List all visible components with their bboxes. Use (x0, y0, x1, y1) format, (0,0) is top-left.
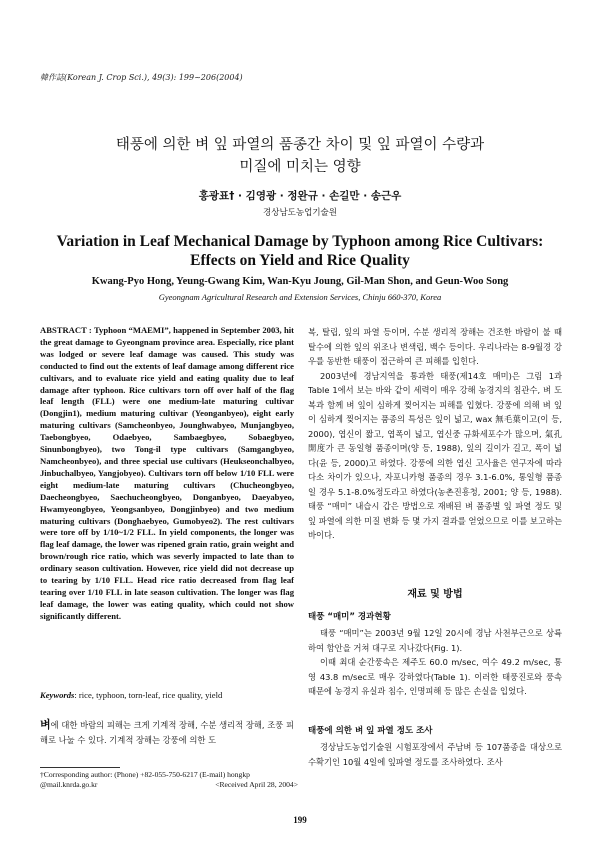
footnote-line-1: †Corresponding author: (Phone) +82-055-750-6217 (E-mail) hongkp (40, 770, 250, 779)
introduction-left (40, 718, 294, 747)
journal-reference: 韓作誌(Korean J. Crop Sci.), 49(3): 199~206(2004) (40, 73, 243, 82)
korean-title-line-1: 태풍에 의한 벼 잎 파열의 품종간 차이 및 잎 파열이 수량과 (115, 137, 485, 153)
english-affiliation: Gyeongnam Agricultural Research and Extension Services, Chinju 660-370, Korea (158, 292, 442, 302)
footnote-email-tail: @mail.knrda.go.kr (40, 780, 98, 789)
korean-affiliation: 경상남도농업기술원 (263, 208, 337, 218)
introduction-dropcap: 벼 (40, 718, 51, 731)
english-title-line-2: Effects on Yield and Rice Quality (190, 252, 410, 269)
introduction-right (308, 325, 562, 543)
keywords-label: Keywords (40, 690, 75, 700)
korean-authors: 홍광표† · 김영광 · 정완규 · 손길만 · 송근우 (198, 190, 402, 202)
subsection-heading-leaf-damage: 태풍에 의한 벼 잎 파열 정도 조사 (308, 726, 433, 736)
footnote (40, 770, 298, 790)
korean-title-line-2: 미질에 미치는 영향 (239, 159, 361, 175)
english-authors: Kwang-Pyo Hong, Yeung-Gwang Kim, Wan-Kyu Joung, Gil-Man Shon, and Geun-Woo Song (91, 276, 509, 287)
intro-paragraph-1: 복, 탈립, 잎의 파열 등이며, 수분 생리적 장해는 건조한 바람이 불 때 탈수에 의한 잎의 위조나 변색립, 백수 등이다. 우리나라는 8-9월경 강우를 동반한 태풍이 접근하여 큰 피해를 입힌다. (308, 327, 562, 366)
typhoon-description (308, 626, 562, 699)
typhoon-paragraph-2: 이때 최대 순간풍속은 제주도 60.0 m/sec, 여수 49.2 m/sec, 통영 43.8 m/sec로 매우 강하였다(Table 1). 이러한 태풍진로와 풍속 때문에 농경지 유실과 침수, 인명피해 등 많은 손실을 입었다. (308, 657, 562, 696)
subsection-heading-typhoon: 태풍 “매미” 경과현황 (308, 612, 391, 622)
leaf-damage-paragraph: 경상남도농업기술원 시험포장에서 주남벼 등 107품종을 대상으로 수확기인 10월 4일에 잎파열 정도를 조사하였다. 조사 (308, 742, 562, 767)
keywords-text: : rice, typhoon, torn-leaf, rice quality, yield (74, 690, 223, 700)
page-number: 199 (293, 815, 307, 825)
english-title-line-1: Variation in Leaf Mechanical Damage by Typhoon among Rice Cultivars: (56, 233, 544, 250)
leaf-damage-description (308, 740, 562, 769)
abstract-label: ABSTRACT : (40, 325, 92, 335)
introduction-left-text: 에 대한 바람의 피해는 크게 기계적 장해, 수분 생리적 장해, 조풍 피해로 나눌 수 있다. 기계적 장해는 강풍에 의한 도 (40, 720, 294, 745)
footnote-line-2 (40, 780, 298, 790)
typhoon-paragraph-1: 태풍 “매미”는 2003년 9월 12일 20시에 경남 사천부근으로 상륙하여 함안을 거쳐 대구로 지나갔다(Fig. 1). (308, 628, 562, 653)
section-heading-materials-methods: 재료 및 방법 (407, 589, 463, 600)
footnote-received: <Received April 28, 2004> (215, 780, 298, 789)
keywords (40, 690, 294, 700)
intro-paragraph-2: 2003년에 경남지역을 통과한 태풍(제14호 매미)은 그림 1과 Table 1에서 보는 바와 같이 세력이 매우 강해 농경지의 침관수, 벼 도복과 함께 벼 잎이 심하게 찢어지는 피해를 입혔다. 강풍에 의해 벼 잎이 심하게 찢어지는 품종의 특성은 잎이 넓고, wax 無毛葉이고(이 등, 2000), 엽신이 짧고, 엽폭이 넓고, 엽신중 규화세포수가 많으며, 氣孔開度가 큰 동일형 품종이며(양 등, 1988), 잎의 길이가 길고, 폭이 넓다(윤 등, 2000)고 하였다. 강풍에 의한 엽신 고사율은 연구자에 따라 다소 차이가 있으나, 자포니카형 품종의 경우 3.1-6.0%, 통일형 품종일 경우 5.1-8.0%정도라고 하였다(농촌진흥청, 2001; 양 등, 1988). 태풍 “매미” 내습시 갑은 방법으로 재배된 벼 품종별 잎 파열 정도 및 잎 파열에 의한 미질 변화 등 몇 가지 결과를 얻었으므로 이를 보고하는 바이다. (308, 370, 562, 540)
footnote-rule (40, 767, 120, 768)
abstract-text: Typhoon “MAEMI”, happened in September 2003, hit the great damage to Gyeongnam province area. Especially, rice plant was lodged or severe leaf damage was caused. This study was conducted to find out the extents of leaf damage among different rice cultivars, and to evaluate rice yield and eating quality due to leaf damage after typhoon. Rice cultivars torn off over half of the flag leaf length (FLL) were one medium-late maturing cultivar (Dongjin1), medium maturing cultivar (Yeonganbyeo), eight early maturing cultivars (Samcheonbyeo, Jounghwabyeo, Munjangbyeo, Taebongbyeo, Odaebyeo, Sambaegbyeo, Sobaegbyeo, Sinunbongbyeo), two Tong-il type cultivars (Samgangbyeo, Namcheonbyeo), and three special use cultivars (Heukseonchalbyeo, Jinbuchalbyeo, Yangjobyeo). Cultivars torn off below 1/10 FLL were eight medium-late maturing cultivars (Chucheongbyeo, Daecheongbyeo, Saechucheongbyeo, Donganbyeo, Daeyabyeo, Hwamyeongbyeo, Yeongsanbyeo, Dongjinbyeo) and two medium maturing cultivars (Donghaebyeo, Gumobyeo2). The rest cultivars were tore off by 1/10~1/2 FLL. In yield components, the longer was flag leaf damage, the lower was ripened grain ratio, grain weight and brown/rough rice ratio, which was severly impacted to late than to ordinary season cultivation. However, rice yield did not decrease up to tearing by 1/10 FLL. Head rice ratio decreased from flag leaf tearing over 1/10 FLL in late season cultivation. The longer was flag leaf damage, the lower was eating quality, which could not show significantly different. (40, 325, 295, 621)
abstract (40, 325, 294, 623)
